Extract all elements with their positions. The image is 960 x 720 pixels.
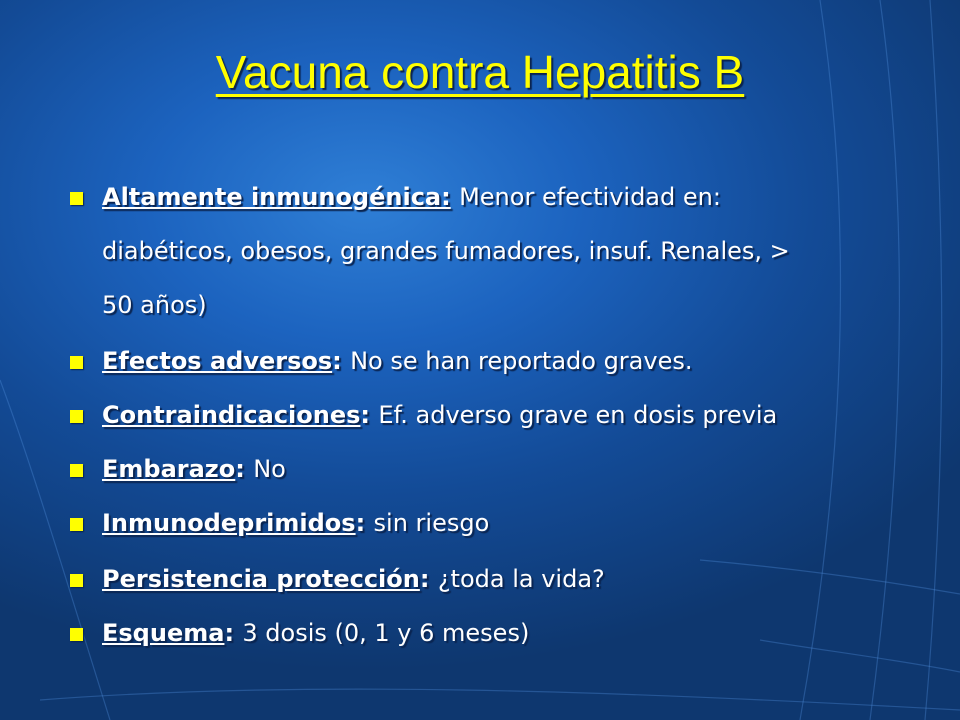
bullet-separator: : (235, 455, 254, 483)
bullet-square-icon (70, 410, 83, 423)
bullet-term: Altamente inmunogénica: (102, 183, 451, 211)
bullet-line (102, 454, 286, 484)
bullet-separator: : (419, 565, 438, 593)
bullet-line (102, 618, 529, 648)
bullet-text: sin riesgo (373, 509, 490, 537)
bullet-text: No (253, 455, 286, 483)
bullet-separator: : (355, 509, 374, 537)
bullet-square-icon (70, 464, 83, 477)
bullet-term: Inmunodeprimidos (102, 509, 356, 537)
bullet-term: Embarazo (102, 455, 236, 483)
bullet-term: Esquema (102, 619, 225, 647)
bullet-term: Efectos adversos (102, 347, 333, 375)
bullet-text: Ef. adverso grave en dosis previa (378, 401, 778, 429)
bullet-separator (451, 183, 459, 211)
bullet-separator: : (224, 619, 243, 647)
bullet-separator: : (360, 401, 379, 429)
bullet-text: ¿toda la vida? (437, 565, 605, 593)
bullet-line: 50 años) (102, 291, 207, 319)
bullet-line (102, 346, 692, 376)
bullet-line (102, 182, 721, 212)
bullet-square-icon (70, 518, 83, 531)
bullet-line (102, 564, 605, 594)
bullet-term: Persistencia protección (102, 565, 420, 593)
bullet-square-icon (70, 192, 83, 205)
slide-title: Vacuna contra Hepatitis B (215, 46, 745, 98)
bullet-square-icon (70, 356, 83, 369)
bullet-line (102, 400, 777, 430)
bullet-line (102, 508, 489, 538)
bullet-square-icon (70, 574, 83, 587)
bullet-separator: : (332, 347, 351, 375)
bullet-text: 3 dosis (0, 1 y 6 meses) (242, 619, 530, 647)
bullet-text: Menor efectividad en: (459, 183, 721, 211)
bullet-text: No se han reportado graves. (350, 347, 693, 375)
bullet-square-icon (70, 628, 83, 641)
bullet-term: Contraindicaciones (102, 401, 361, 429)
bullet-line: diabéticos, obesos, grandes fumadores, insuf. Renales, > (102, 237, 790, 265)
